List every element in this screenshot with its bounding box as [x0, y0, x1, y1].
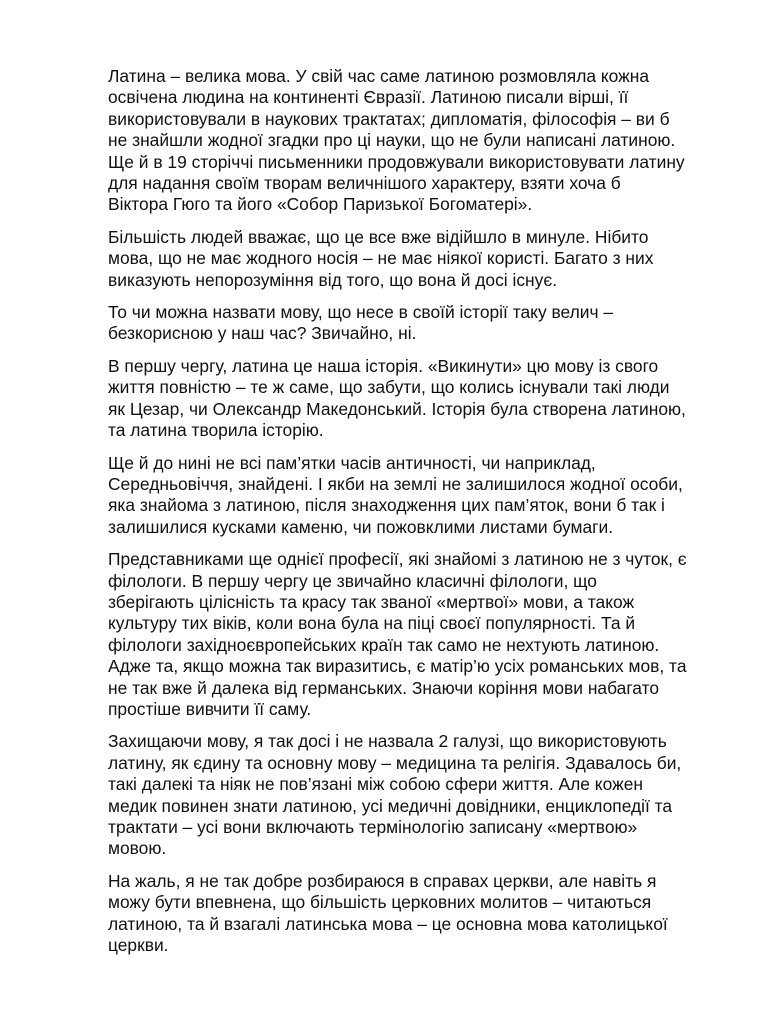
paragraph-4: В першу чергу, латина це наша історія. «Викинути» цю мову із свого життя повністю – те ж саме, що забути, що колись існували такі люди як Цезар, чи Олександр Македонський. Історія була створена латиною, та латина творила історію. [108, 355, 686, 441]
paragraph-6: Представниками ще однієї професії, які знайомі з латиною не з чуток, є філологи. В першу чергу це звичайно класичні філологи, що зберігають цілісність та красу так званої «мертвої» мови, а також культуру тих віків, коли вона була на піці своєї популярності. Та й філологи західноєвропейських країн так само не нехтують латиною. Адже та, якщо можна так виразитись, є матір’ю усіх романських мов, та не так вже й далека від германських. Знаючи коріння мови набагато простіше вивчити її саму. [108, 549, 687, 719]
paragraph-1: Латина – велика мова. У свій час саме латиною розмовляла кожна освічена людина на континенті Євразії. Латиною писали вірші, її використовували в наукових трактатах; дипломатія, філософія – ви б не знайшли жодної згадки про ці науки, що не були написані латиною. Ще й в 19 сторіччі письменники продовжували використовувати латину для надання своїм творам величнішого характеру, взяти хоча б Віктора Гюго та його «Собор Паризької Богоматері». [108, 66, 685, 215]
paragraph-8: На жаль, я не так добре розбираюся в справах церкви, але навіть я можу бути впевнена, що більшість церковних молитов – читаються латиною, та й взагалі латинська мова – це основна мова католицької церкви. [108, 870, 668, 956]
document-body [108, 66, 728, 967]
paragraph-3: То чи можна назвати мову, що несе в своїй історії таку велич – безкорисною у наш час? Звичайно, ні. [108, 302, 614, 344]
paragraph-2: Більшість людей вважає, що це все вже відійшло в минуле. Нібито мова, що не має жодного носія – не має ніякої користі. Багато з них виказують непорозуміння від того, що вона й досі існує. [108, 226, 654, 290]
paragraph-7: Захищаючи мову, я так досі і не назвала 2 галузі, що використовують латину, як єдину та основну мову – медицина та релігія. Здавалось би, такі далекі та ніяк не пов’язані між собою сфери життя. Але кожен медик повинен знати латиною, усі медичні довідники, енциклопедії та трактати – усі вони включають термінологію записану «мертвою» мовою. [108, 731, 682, 859]
paragraph-5: Ще й до нині не всі пам’ятки часів античності, чи наприклад, Середньовіччя, знайдені. І якби на землі не залишилося жодної особи, яка знайома з латиною, після знаходження цих пам’яток, вони б так і залишилися кусками каменю, чи пожовклими листами бумаги. [108, 452, 683, 537]
